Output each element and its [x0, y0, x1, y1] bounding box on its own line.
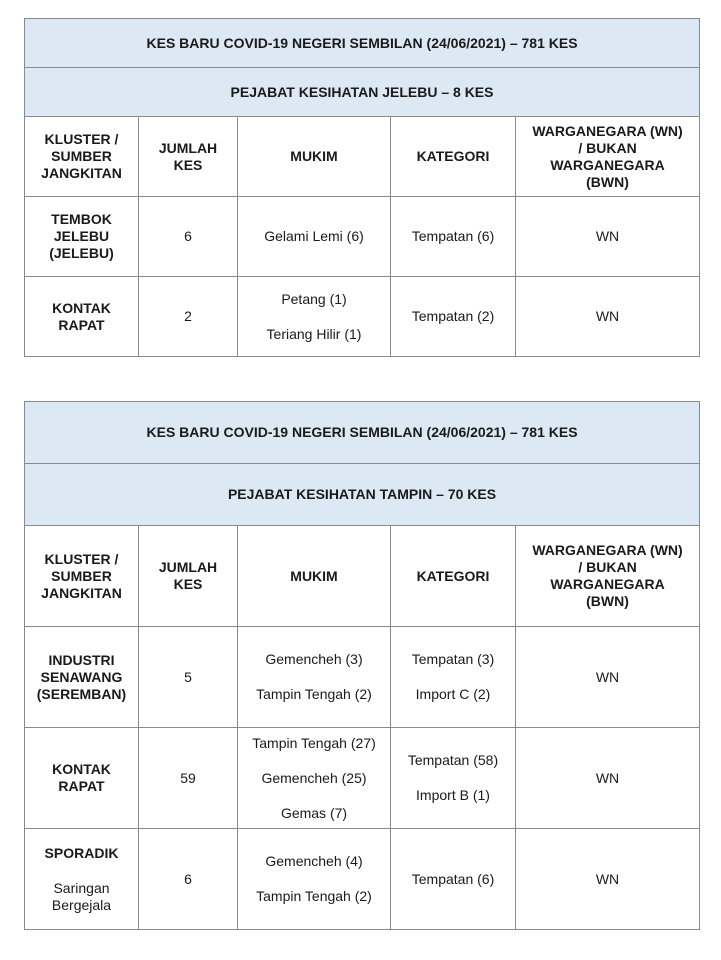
header-warga: WARGANEGARA (WN) / BUKAN WARGANEGARA (BWN) — [516, 526, 700, 627]
mukim-cell: Tampin Tengah (27) Gemencheh (25) Gemas (7) — [238, 728, 391, 829]
table-row — [25, 197, 700, 277]
warga-cell: WN — [516, 829, 700, 930]
warga-cell: WN — [516, 728, 700, 829]
table-row — [25, 728, 700, 829]
header-warga: WARGANEGARA (WN) / BUKAN WARGANEGARA (BWN) — [516, 117, 700, 197]
kluster-cell: KONTAK RAPAT — [25, 277, 139, 357]
mukim-cell: Gemencheh (4) Tampin Tengah (2) — [238, 829, 391, 930]
header-kategori: KATEGORI — [391, 526, 516, 627]
kluster-cell: SPORADIK Saringan Bergejala — [25, 829, 139, 930]
kategori-cell: Tempatan (3) Import C (2) — [391, 627, 516, 728]
jumlah-cell: 5 — [139, 627, 238, 728]
mukim-cell: Gemencheh (3) Tampin Tengah (2) — [238, 627, 391, 728]
kluster-cell: INDUSTRI SENAWANG (SEREMBAN) — [25, 627, 139, 728]
office-title: PEJABAT KESIHATAN TAMPIN – 70 KES — [25, 464, 700, 526]
tampin-table — [24, 401, 700, 930]
report-title: KES BARU COVID-19 NEGERI SEMBILAN (24/06/2021) – 781 KES — [25, 19, 700, 68]
jumlah-cell: 6 — [139, 197, 238, 277]
header-jumlah: JUMLAH KES — [139, 117, 238, 197]
jumlah-cell: 2 — [139, 277, 238, 357]
jumlah-cell: 6 — [139, 829, 238, 930]
report-title: KES BARU COVID-19 NEGERI SEMBILAN (24/06/2021) – 781 KES — [25, 402, 700, 464]
jelebu-table — [24, 18, 700, 357]
kluster-cell: KONTAK RAPAT — [25, 728, 139, 829]
jumlah-cell: 59 — [139, 728, 238, 829]
header-mukim: MUKIM — [238, 117, 391, 197]
kategori-cell: Tempatan (58) Import B (1) — [391, 728, 516, 829]
office-title: PEJABAT KESIHATAN JELEBU – 8 KES — [25, 68, 700, 117]
kategori-cell: Tempatan (6) — [391, 829, 516, 930]
header-kluster: KLUSTER / SUMBER JANGKITAN — [25, 117, 139, 197]
table-row — [25, 627, 700, 728]
mukim-cell: Gelami Lemi (6) — [238, 197, 391, 277]
kategori-cell: Tempatan (6) — [391, 197, 516, 277]
kluster-cell: TEMBOK JELEBU (JELEBU) — [25, 197, 139, 277]
mukim-cell: Petang (1) Teriang Hilir (1) — [238, 277, 391, 357]
header-kategori: KATEGORI — [391, 117, 516, 197]
table-row — [25, 829, 700, 930]
warga-cell: WN — [516, 277, 700, 357]
header-mukim: MUKIM — [238, 526, 391, 627]
warga-cell: WN — [516, 197, 700, 277]
kategori-cell: Tempatan (2) — [391, 277, 516, 357]
header-kluster: KLUSTER / SUMBER JANGKITAN — [25, 526, 139, 627]
header-jumlah: JUMLAH KES — [139, 526, 238, 627]
table-row — [25, 277, 700, 357]
warga-cell: WN — [516, 627, 700, 728]
